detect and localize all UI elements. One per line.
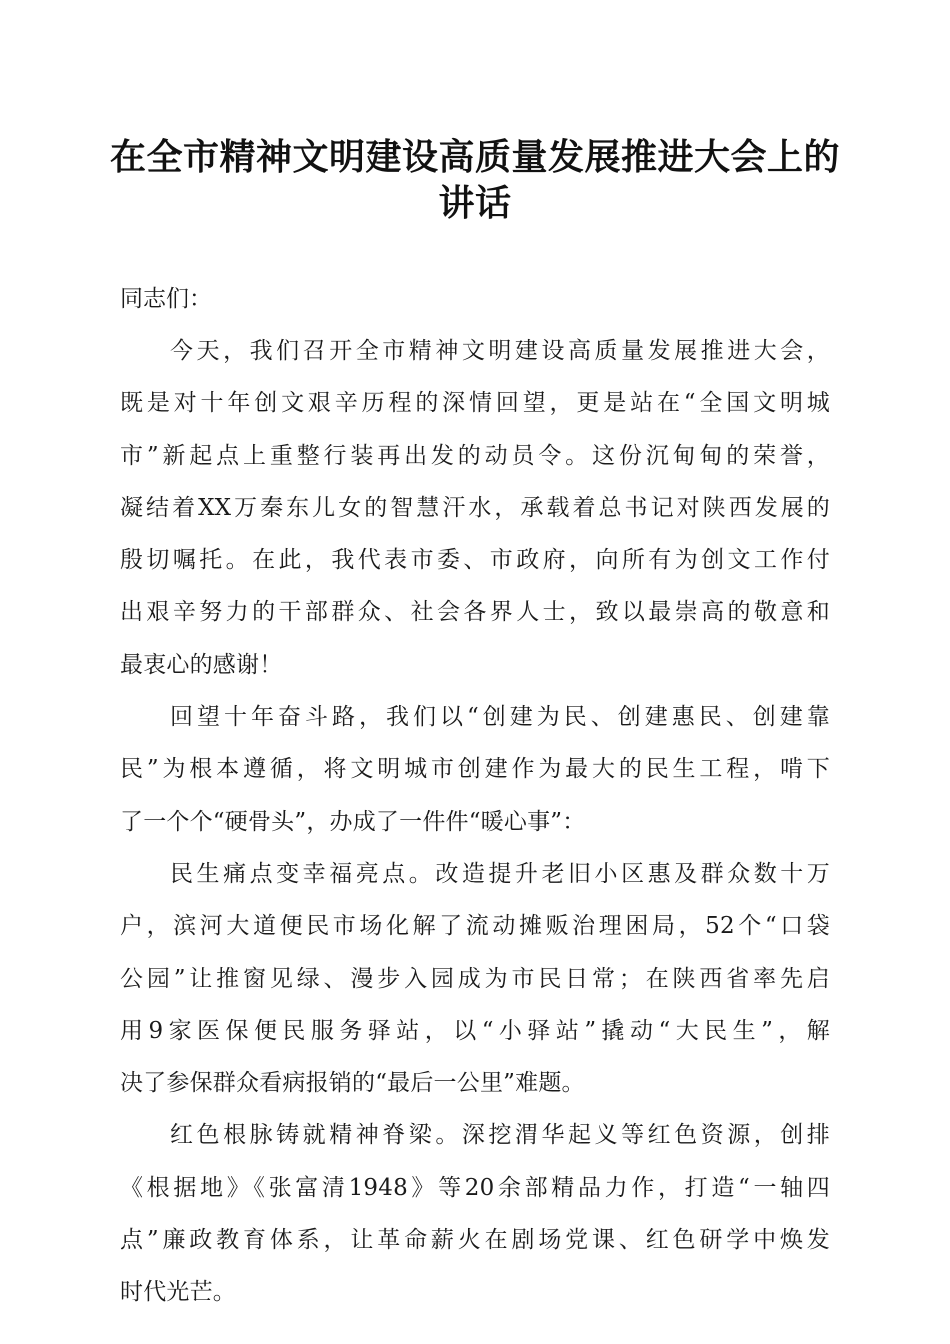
paragraph-line: 了一个个“硬骨头”，办成了一件件“暖心事”：	[120, 808, 586, 835]
paragraph-line: 凝结着XX万秦东儿女的智慧汗水，承载着总书记对陕西发展的	[120, 494, 830, 521]
paragraph-line: 公园”让推窗见绿、漫步入园成为市民日常；在陕西省率先启	[120, 965, 830, 992]
document-body	[120, 273, 830, 1319]
paragraph-line: 决了参保群众看病报销的“最后一公里”难题。	[120, 1070, 585, 1097]
document-title	[110, 134, 840, 226]
salutation: 同志们：	[120, 286, 212, 312]
paragraph-line: 市”新起点上重整行装再出发的动员令。这份沉甸甸的荣誉，	[120, 442, 830, 469]
paragraph-line: 用9家医保便民服务驿站，以“小驿站”撬动“大民生”，解	[120, 1017, 830, 1044]
paragraph-line: 时代光芒。	[120, 1279, 236, 1306]
paragraph-line: 最衷心的感谢！	[120, 651, 283, 678]
title-line: 在全市精神文明建设高质量发展推进大会上的	[110, 136, 841, 178]
paragraph-line: 民生痛点变幸福亮点。改造提升老旧小区惠及群众数十万	[170, 860, 830, 887]
paragraph-line: 点”廉政教育体系，让革命薪火在剧场党课、红色研学中焕发	[120, 1227, 830, 1254]
paragraph-line: 殷切嘱托。在此，我代表市委、市政府，向所有为创文工作付	[120, 547, 830, 574]
paragraph-line: 出艰辛努力的干部群众、社会各界人士，致以最崇高的敬意和	[120, 599, 830, 626]
paragraph-line: 户，滨河大道便民市场化解了流动摊贩治理困局，52个“口袋	[120, 913, 830, 940]
paragraph	[120, 325, 830, 691]
title-line: 讲话	[438, 182, 512, 224]
paragraph-line: 民”为根本遵循，将文明城市创建作为最大的民生工程，啃下	[120, 756, 830, 783]
paragraph	[120, 848, 830, 1109]
paragraph-line: 《根据地》《张富清1948》等20余部精品力作，打造“一轴四	[120, 1174, 830, 1201]
paragraph	[120, 1109, 830, 1318]
paragraph-line: 回望十年奋斗路，我们以“创建为民、创建惠民、创建靠	[170, 704, 830, 731]
paragraph	[120, 691, 830, 848]
paragraph-line: 今天，我们召开全市精神文明建设高质量发展推进大会，	[170, 338, 830, 364]
paragraph-line: 既是对十年创文艰辛历程的深情回望，更是站在“全国文明城	[120, 390, 830, 417]
paragraph-line: 红色根脉铸就精神脊梁。深挖渭华起义等红色资源，创排	[170, 1122, 830, 1149]
